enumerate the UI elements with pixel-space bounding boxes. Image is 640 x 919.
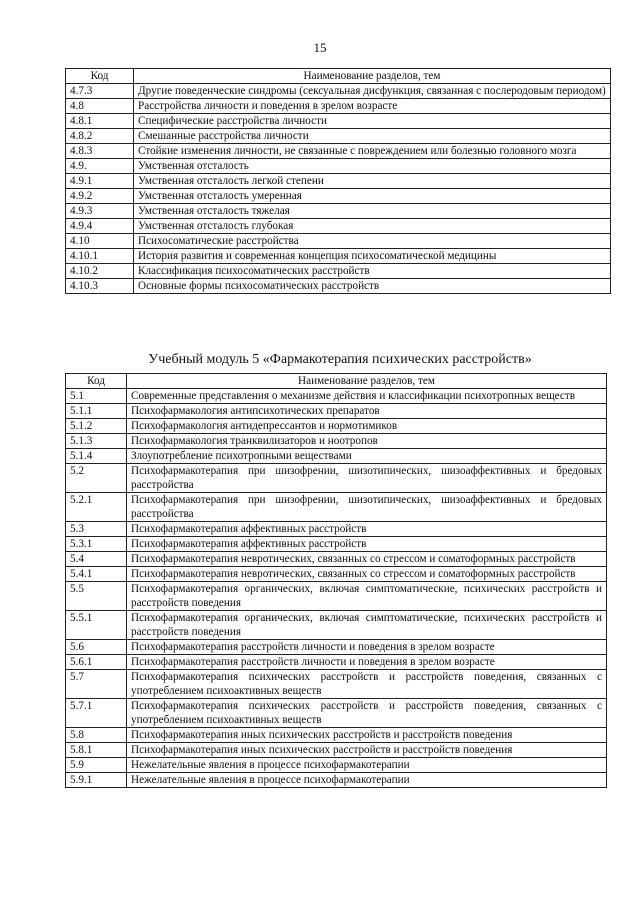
table-row (66, 522, 607, 537)
table-row (66, 389, 607, 404)
row-name: Психофармакология транквилизаторов и ноотропов (127, 434, 607, 449)
row-name: Психофармакотерапия органических, включая симптоматические, психических расстройств и расстройств поведения (127, 611, 607, 640)
table-row (66, 84, 611, 99)
row-name: Психофармакология антипсихотических препаратов (127, 404, 607, 419)
table-row (66, 464, 607, 493)
table-row (66, 773, 607, 788)
sections-table-module-5 (65, 373, 607, 788)
row-name: Современные представления о механизме действия и классификации психотропных веществ (127, 389, 607, 404)
row-code: 5.1.1 (66, 404, 127, 419)
table-row (66, 264, 611, 279)
table-row (66, 114, 611, 129)
row-code: 5.1.3 (66, 434, 127, 449)
row-code: 5.3.1 (66, 537, 127, 552)
module-title: Учебный модуль 5 «Фармакотерапия психических расстройств» (148, 352, 532, 367)
row-code: 4.9.1 (66, 174, 134, 189)
table-row (66, 189, 611, 204)
row-name: Психосоматические расстройства (134, 234, 611, 249)
row-code: 4.8.3 (66, 144, 134, 159)
name-column-header: Наименование разделов, тем (127, 374, 607, 389)
row-code: 4.10 (66, 234, 134, 249)
row-code: 5.7 (66, 670, 127, 699)
table-row (66, 159, 611, 174)
row-name: Умственная отсталость умеренная (134, 189, 611, 204)
table-row (66, 129, 611, 144)
row-code: 5.6 (66, 640, 127, 655)
table-row (66, 449, 607, 464)
row-name: Расстройства личности и поведения в зрелом возрасте (134, 99, 611, 114)
row-code: 4.9.3 (66, 204, 134, 219)
row-name: Основные формы психосоматических расстройств (134, 279, 611, 294)
code-column-header: Код (66, 374, 127, 389)
row-code: 4.9. (66, 159, 134, 174)
table-row (66, 567, 607, 582)
row-name: Психофармакотерапия аффективных расстройств (127, 522, 607, 537)
row-code: 5.1 (66, 389, 127, 404)
row-code: 4.9.4 (66, 219, 134, 234)
row-name: Психофармакотерапия аффективных расстройств (127, 537, 607, 552)
table-header-row (66, 374, 607, 389)
row-code: 5.5 (66, 582, 127, 611)
row-name: Психофармакотерапия расстройств личности и поведения в зрелом возрасте (127, 655, 607, 670)
row-name: Психофармакотерапия иных психических расстройств и расстройств поведения (127, 728, 607, 743)
row-name: Злоупотребление психотропными веществами (127, 449, 607, 464)
row-code: 5.3 (66, 522, 127, 537)
row-code: 5.4 (66, 552, 127, 567)
row-code: 5.9 (66, 758, 127, 773)
sections-table-module-4 (65, 68, 611, 294)
row-code: 5.7.1 (66, 699, 127, 728)
row-name: Психофармакотерапия иных психических расстройств и расстройств поведения (127, 743, 607, 758)
row-name: Психофармакотерапия психических расстройств и расстройств поведения, связанных с употреблением психоактивных веществ (127, 699, 607, 728)
row-name: Нежелательные явления в процессе психофармакотерапии (127, 758, 607, 773)
row-code: 4.8.1 (66, 114, 134, 129)
table-row (66, 743, 607, 758)
row-code: 4.10.1 (66, 249, 134, 264)
row-name: Нежелательные явления в процессе психофармакотерапии (127, 773, 607, 788)
row-code: 4.7.3 (66, 84, 134, 99)
table-row (66, 204, 611, 219)
code-column-header: Код (66, 69, 134, 84)
table-row (66, 537, 607, 552)
row-name: Умственная отсталость (134, 159, 611, 174)
table-row (66, 249, 611, 264)
table-row (66, 419, 607, 434)
row-name: Умственная отсталость глубокая (134, 219, 611, 234)
table-row (66, 728, 607, 743)
row-code: 4.8 (66, 99, 134, 114)
row-code: 4.10.2 (66, 264, 134, 279)
row-name: Умственная отсталость легкой степени (134, 174, 611, 189)
row-code: 5.1.2 (66, 419, 127, 434)
row-name: Психофармакотерапия расстройств личности и поведения в зрелом возрасте (127, 640, 607, 655)
row-code: 5.5.1 (66, 611, 127, 640)
table-row (66, 582, 607, 611)
row-name: Психофармакотерапия невротических, связанных со стрессом и соматоформных расстройств (127, 567, 607, 582)
row-code: 5.6.1 (66, 655, 127, 670)
table-row (66, 758, 607, 773)
row-name: История развития и современная концепция психосоматической медицины (134, 249, 611, 264)
row-name: Специфические расстройства личности (134, 114, 611, 129)
row-name: Психофармакотерапия органических, включая симптоматические, психических расстройств и расстройств поведения (127, 582, 607, 611)
table-row (66, 493, 607, 522)
row-code: 5.2 (66, 464, 127, 493)
table-row (66, 552, 607, 567)
row-code: 5.1.4 (66, 449, 127, 464)
table-row (66, 404, 607, 419)
table-row (66, 655, 607, 670)
table-row (66, 699, 607, 728)
row-name: Психофармакотерапия невротических, связанных со стрессом и соматоформных расстройств (127, 552, 607, 567)
row-name: Психофармакотерапия при шизофрении, шизотипических, шизоаффективных и бредовых расстройства (127, 464, 607, 493)
row-name: Психофармакотерапия при шизофрении, шизотипических, шизоаффективных и бредовых расстройства (127, 493, 607, 522)
row-name: Умственная отсталость тяжелая (134, 204, 611, 219)
table-row (66, 234, 611, 249)
row-name: Стойкие изменения личности, не связанные с повреждением или болезнью головного мозга (134, 144, 611, 159)
row-code: 4.10.3 (66, 279, 134, 294)
row-name: Классификация психосоматических расстройств (134, 264, 611, 279)
row-code: 5.2.1 (66, 493, 127, 522)
row-code: 5.8.1 (66, 743, 127, 758)
table-row (66, 219, 611, 234)
row-name: Другие поведенческие синдромы (сексуальная дисфункция, связанная с послеродовым периодом) (134, 84, 611, 99)
table-row (66, 670, 607, 699)
name-column-header: Наименование разделов, тем (134, 69, 611, 84)
row-name: Психофармакология антидепрессантов и нормотимиков (127, 419, 607, 434)
table-row (66, 144, 611, 159)
row-name: Психофармакотерапия психических расстройств и расстройств поведения, связанных с употреблением психоактивных веществ (127, 670, 607, 699)
page-number: 15 (313, 40, 327, 55)
table-row (66, 611, 607, 640)
row-code: 5.9.1 (66, 773, 127, 788)
table-row (66, 640, 607, 655)
table-row (66, 99, 611, 114)
row-code: 4.9.2 (66, 189, 134, 204)
table-header-row (66, 69, 611, 84)
row-code: 4.8.2 (66, 129, 134, 144)
row-code: 5.4.1 (66, 567, 127, 582)
table-row (66, 279, 611, 294)
table-row (66, 174, 611, 189)
row-code: 5.8 (66, 728, 127, 743)
table-row (66, 434, 607, 449)
row-name: Смешанные расстройства личности (134, 129, 611, 144)
